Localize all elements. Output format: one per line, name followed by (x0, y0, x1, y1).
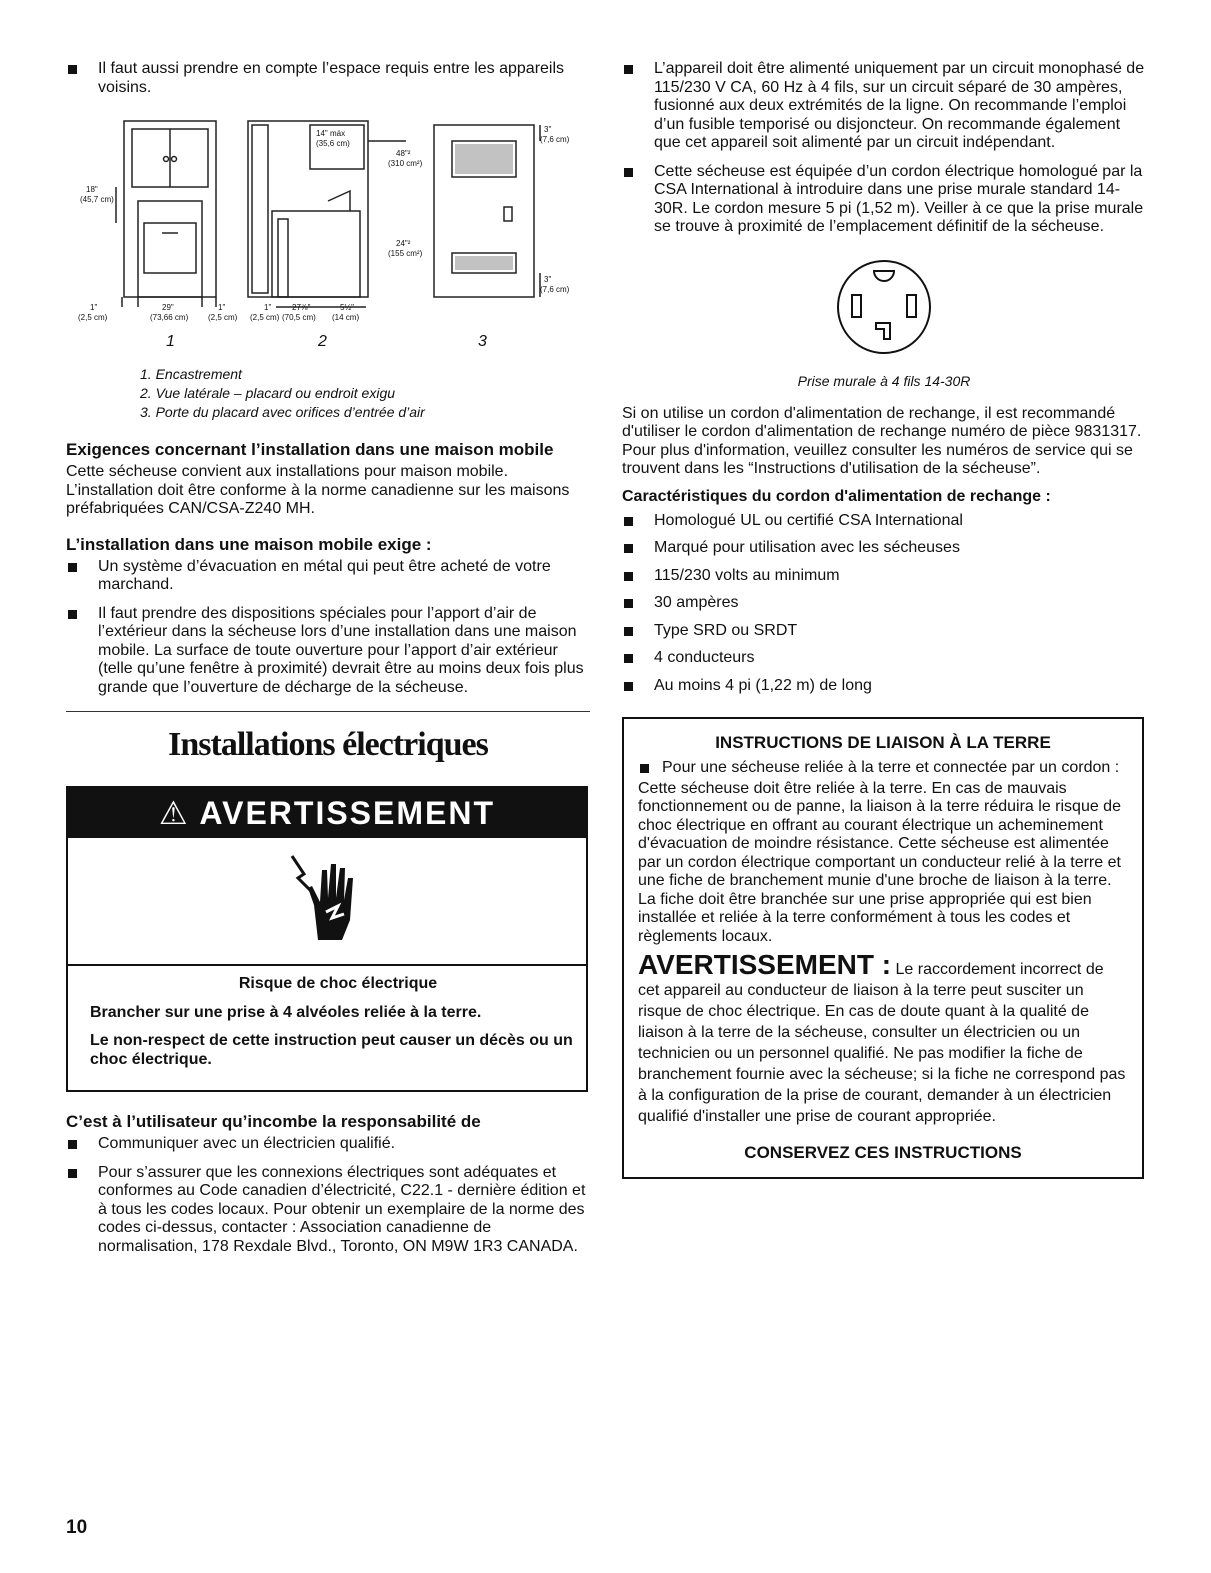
mobile-home-body: Cette sécheuse convient aux installations pour maison mobile. L’installation doit être conforme à la norme canadienne sur les maisons préfabriquées CAN/CSA-Z240 MH. (66, 463, 570, 517)
right-column (622, 60, 1146, 1179)
dim-24-cm: (155 cm²) (388, 249, 423, 258)
page-number: 10 (66, 1517, 88, 1538)
caption-1: 1. Encastrement (140, 366, 242, 382)
dim-29: 29" (162, 303, 174, 312)
power-bullet-2: Cette sécheuse est équipée d’un cordon électrique homologué par la CSA International à introduire dans une prise murale standard 14-30R. Le cordon mesure 5 pi (1,52 m). Veiller à ce que la prise murale se trouve à proximité de l’emplacement définitif de la sécheuse. (622, 163, 1146, 237)
grounding-warning-word: AVERTISSEMENT : (638, 949, 892, 980)
dim-3b: 3" (544, 275, 552, 284)
warning-risk: Risque de choc électrique (238, 975, 438, 992)
figure-label-2: 2 (318, 333, 327, 350)
warning-line-1: Brancher sur une prise à 4 alvéoles reliée à la terre. (90, 1004, 482, 1021)
section-title: Installations électriques (168, 726, 488, 763)
cord-spec-1: Homologué UL ou certifié CSA International (622, 512, 1146, 531)
dim-14: 14" máx (316, 129, 346, 138)
grounding-title: INSTRUCTIONS DE LIAISON À LA TERRE (715, 733, 1051, 752)
dim-18in: 18" (86, 185, 98, 194)
cord-spec-3: 115/230 volts au minimum (622, 567, 1146, 586)
dim-3a: 3" (544, 125, 552, 134)
dim-1b-cm: (2,5 cm) (208, 313, 238, 322)
warning-header: ⚠ AVERTISSEMENT (68, 788, 586, 838)
grounding-warning-text: Le raccordement incorrect de cet appareil au conducteur de liaison à la terre peut susciter un risque de choc électrique. En cas de doute quant à la qualité de liaison à la terre de la sécheuse, consulter un électricien ou un technicien ou un personnel qualifié. Ne pas modifier la fiche de branchement fournie avec la sécheuse; si la fiche ne correspond pas à la configuration de la prise de courant, demander à un électricien qualifié d'installer une prise de courant appropriée. (638, 961, 1126, 1125)
warning-text (68, 966, 586, 1090)
caption-3: 3. Porte du placard avec orifices d’entrée d’air (140, 404, 425, 420)
figure-label-1: 1 (166, 333, 175, 350)
dim-1b: 1" (218, 303, 226, 312)
mobile-requires-heading: L’installation dans une maison mobile exige : (66, 534, 432, 554)
figure-captions (140, 365, 590, 422)
dim-18cm: (45,7 cm) (80, 195, 114, 204)
grounding-bullet: Pour une sécheuse reliée à la terre et connectée par un cordon : (638, 759, 1128, 778)
caption-2: 2. Vue latérale – placard ou endroit exigu (140, 385, 396, 401)
dim-27-cm: (70,5 cm) (282, 313, 316, 322)
left-column (66, 60, 590, 1266)
dim-5-cm: (14 cm) (332, 313, 360, 322)
outlet-14-30r-icon (834, 257, 934, 357)
cord-spec-2: Marqué pour utilisation avec les sécheuses (622, 539, 1146, 558)
grounding-warning (638, 949, 1128, 1127)
mobile-home-heading: Exigences concernant l’installation dans une maison mobile (66, 440, 554, 459)
conserve-instructions: CONSERVEZ CES INSTRUCTIONS (744, 1143, 1022, 1162)
dim-3b-cm: (7,6 cm) (540, 285, 570, 294)
cord-spec-4: 30 ampères (622, 594, 1146, 613)
dim-48: 48"² (396, 149, 411, 158)
dim-29-cm: (73,66 cm) (150, 313, 189, 322)
dim-14-cm: (35,6 cm) (316, 139, 350, 148)
wall-outlet-figure (834, 257, 934, 357)
intro-bullet: Il faut aussi prendre en compte l’espace requis entre les appareils voisins. (66, 60, 590, 97)
installation-figure (66, 111, 576, 361)
dim-5: 5½" (340, 303, 354, 312)
figure-label-3: 3 (478, 333, 487, 350)
replacement-cord-body: Si on utilise un cordon d'alimentation de rechange, il est recommandé d'utiliser le cordon d'alimentation de rechange numéro de pièce 9831317. Pour plus d'information, veuillez consulter les numéros de service qui se trouvent dans les “Instructions d'utilisation de la sécheuse”. (622, 404, 1142, 477)
responsibility-heading: C’est à l’utilisateur qu’incombe la responsabilité de (66, 1112, 481, 1131)
outlet-caption: Prise murale à 4 fils 14-30R (797, 372, 971, 389)
grounding-body: Cette sécheuse doit être reliée à la terre. En cas de mauvais fonctionnement ou de panne, la liaison à la terre réduira le risque de choc électrique en offrant au courant électrique un acheminement d'évacuation de moindre résistance. Cette sécheuse est alimentée par un cordon électrique comportant un conducteur relié à la terre et une fiche de branchement munie d'une broche de liaison à la terre. La fiche doit être branchée sur une prise appropriée qui est bien installée et reliée à la terre conformément à tous les codes et règlements locaux. (638, 779, 1121, 945)
cord-characteristics-heading: Caractéristiques du cordon d'alimentation de rechange : (622, 487, 1051, 505)
warning-box (66, 786, 588, 1092)
cord-spec-5: Type SRD ou SRDT (622, 622, 1146, 641)
warning-line-2: Le non-respect de cette instruction peut causer un décès ou un choc électrique. (90, 1032, 573, 1068)
dim-1c: 1" (264, 303, 272, 312)
section-divider (66, 711, 590, 712)
dim-3a-cm: (7,6 cm) (540, 135, 570, 144)
warning-icon-area (68, 838, 586, 966)
responsibility-bullet-2: Pour s’assurer que les connexions électriques sont adéquates et conformes au Code canadien d’électricité, C22.1 - dernière édition et à tous les codes locaux. Pour obtenir un exemplaire de la norme des codes ci-dessus, contacter : Association canadienne de normalisation, 178 Rexdale Blvd., Toronto, ON M9W 1R3 CANADA. (66, 1164, 590, 1257)
dim-48-cm: (310 cm²) (388, 159, 423, 168)
cord-spec-7: Au moins 4 pi (1,22 m) de long (622, 677, 1146, 696)
dim-1a: 1" (90, 303, 98, 312)
dim-24: 24"² (396, 239, 411, 248)
cord-spec-6: 4 conducteurs (622, 649, 1146, 668)
dim-1a-cm: (2,5 cm) (78, 313, 108, 322)
dim-27: 27⅞" (292, 303, 311, 312)
mobile-requires-bullet-2: Il faut prendre des dispositions spéciales pour l’apport d’air de l’extérieur dans la sécheuse lors d’une installation dans une maison mobile. La surface de toute ouverture pour l’apport d’air extérieur (telle qu’une fenêtre à proximité) devrait être au moins deux fois plus grande que l’ouverture de décharge de la sécheuse. (66, 605, 590, 698)
grounding-instructions-box (622, 717, 1144, 1179)
electrical-shock-hand-icon (288, 850, 368, 950)
power-bullet-1: L’appareil doit être alimenté uniquement par un circuit monophasé de 115/230 V CA, 60 Hz à 4 fils, sur un circuit séparé de 30 ampères, fusionné aux deux extrémités de la ligne. On recommande l’emploi d’un fusible temporisé ou disjoncteur. On recommande également que cet appareil soit alimenté par un circuit indépendant. (622, 60, 1146, 153)
clearance-diagram (66, 111, 576, 361)
dim-1c-cm: (2,5 cm) (250, 313, 280, 322)
responsibility-bullet-1: Communiquer avec un électricien qualifié. (66, 1135, 590, 1154)
mobile-requires-bullet-1: Un système d’évacuation en métal qui peut être acheté de votre marchand. (66, 558, 590, 595)
